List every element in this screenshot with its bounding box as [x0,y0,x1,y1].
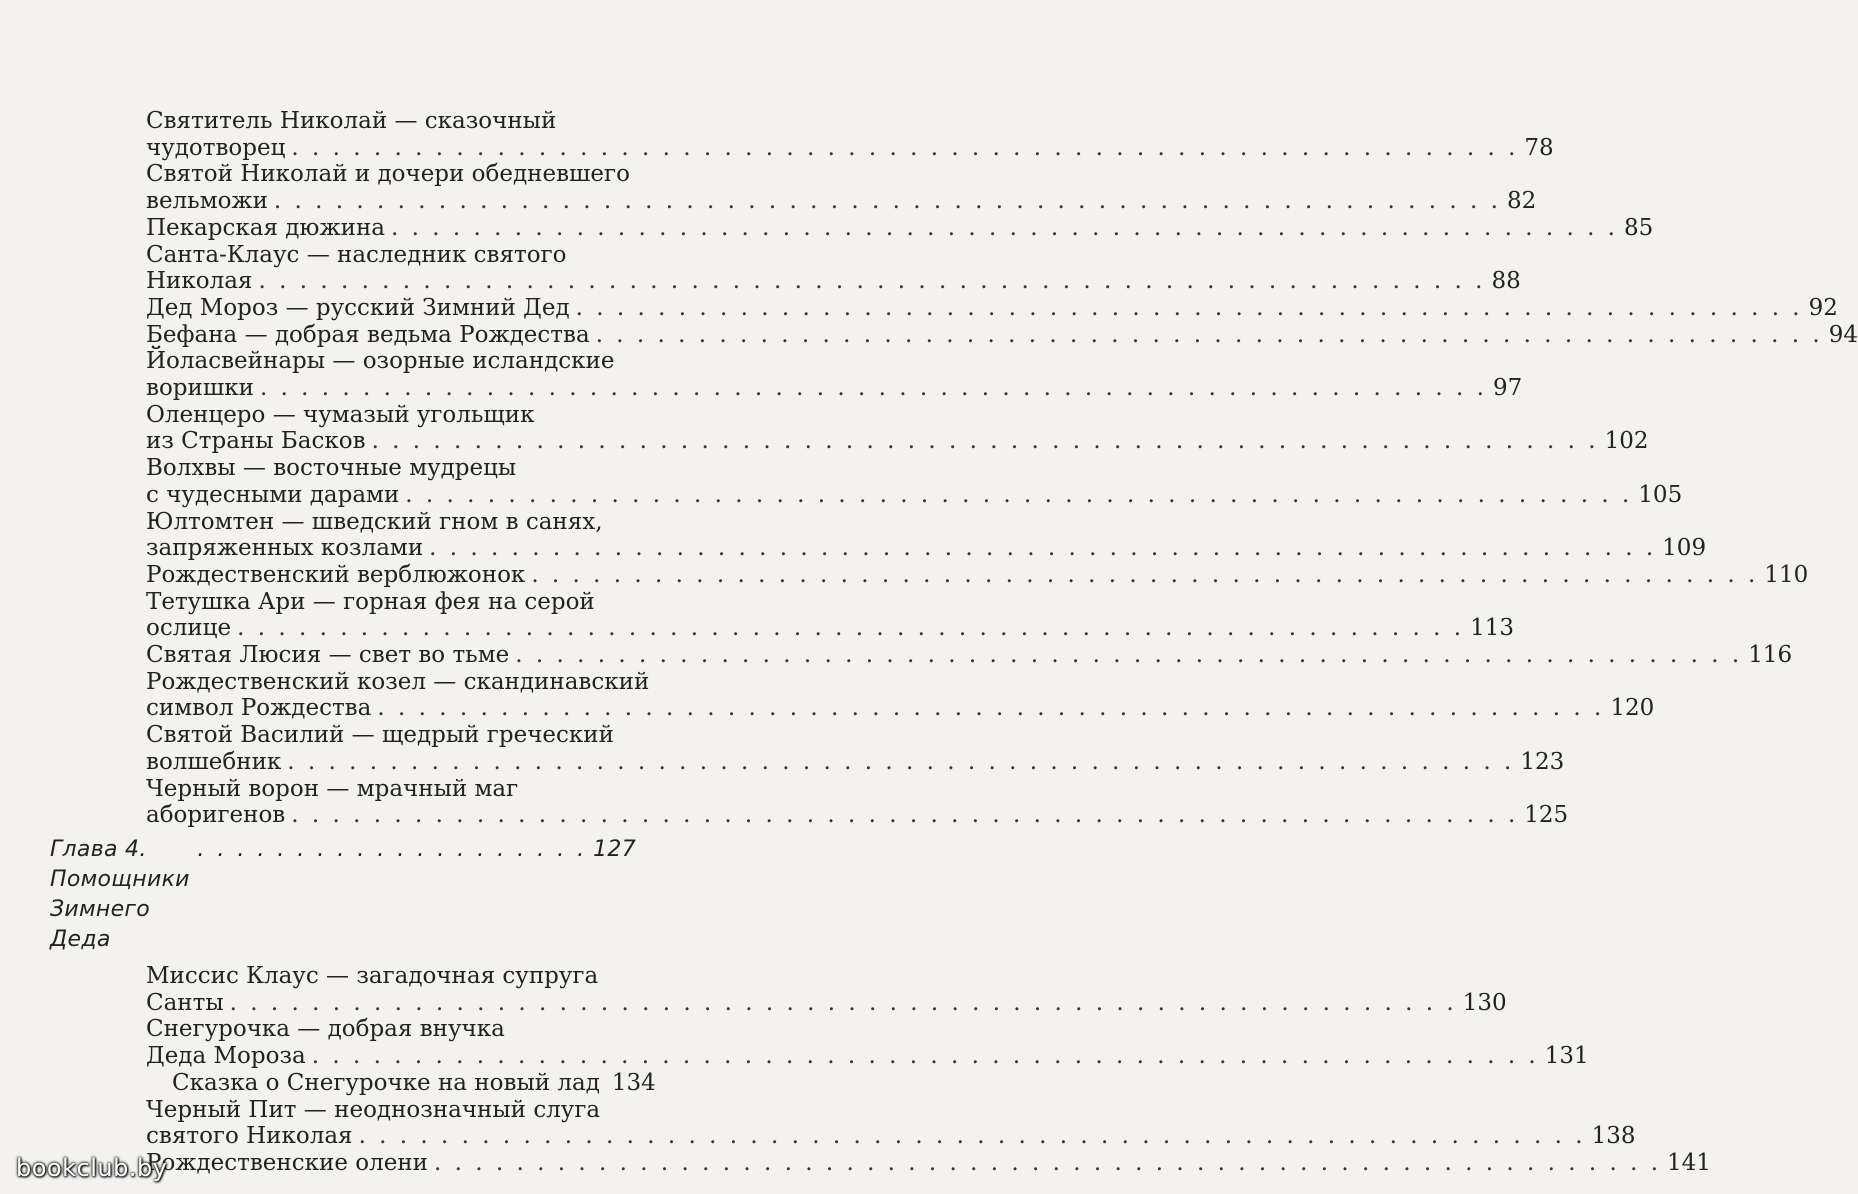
chapter-title: Глава 4. Помощники Зимнего Деда [50,836,190,952]
toc-entry [146,214,1654,242]
toc-entry-last-line [146,134,1554,162]
toc-entry-last-line [146,989,1507,1017]
toc-entry-line: Оленцеро — чумазый угольщик [146,401,535,428]
leader-dots: . . . . . . . . . . . . . . . . . . . . . . . . . . . . . . . . . . . . . . . . . . . . . . . . . . . . . . . . . . . . [595,321,1823,348]
toc-entry-title: воришки [146,375,254,402]
toc-page-number: 110 [1764,561,1809,588]
toc-entry-title: Николая [146,268,253,295]
leader-dots: . . . . . . . . . . . . . . . . . . . . . . . . . . . . . . . . . . . . . . . . . . . . . . . . . . . . . . . . . . . . [287,748,1515,775]
toc-entry-last-line [146,268,1521,295]
toc-entry-last-line [146,428,1649,455]
toc-entry-title: Деда Мороза [146,1043,306,1070]
toc-entry-title: Сказка о Снегурочке на новый лад [172,1069,600,1096]
toc-entry-line: Юлтомтен — шведский гном в санях, [146,508,603,535]
toc-page-number: 130 [1462,989,1507,1016]
toc-entry-line: Рождественский козел — скандинавский [146,668,650,695]
toc-entry-last-line [146,1149,1711,1177]
toc-entry-line: Святитель Николай — сказочный [146,108,557,134]
chapter-heading [50,835,636,955]
toc-entry [146,962,1507,1016]
toc-entry-last-line [146,695,1655,722]
toc-entry [146,508,1707,562]
toc-entry-line: Черный ворон — мрачный маг [146,775,519,802]
toc-entry-title: Бефана — добрая ведьма Рождества [146,321,590,348]
toc-entry [146,241,1521,295]
leader-dots: . . . . . . . . . . . . . . . . . . . . . . . . . . . . . . . . . . . . . . . . . . . . . . . . . . . . . . . . . . . . [377,695,1605,722]
toc-entry-last-line [146,214,1654,242]
toc-entry-title: святого Николая [146,1123,353,1150]
leader-dots: . . . . . . . . . . . . . . . . . . . . . . . . . . . . . . . . . . . . . . . . . . . . . . . . . . . . . . . . . . . . [259,375,1487,402]
toc-page-number: 85 [1624,214,1654,241]
toc-page-number: 120 [1610,695,1655,722]
toc-entry-title: аборигенов [146,802,286,829]
toc-entry-line: Черный Пит — неоднозначный слуга [146,1096,601,1123]
toc-entry-last-line [172,1069,656,1097]
toc-entry-title: Святая Люсия — свет во тьме [146,642,510,669]
toc-page-number: 116 [1748,642,1793,669]
toc-page-number: 109 [1662,535,1707,562]
toc-page-number: 125 [1524,802,1569,829]
leader-dots: . . . . . . . . . . . . . . . . . . . . [197,836,588,862]
toc-entry [146,668,1655,722]
toc-entry-last-line [146,561,1809,589]
leader-dots: . . . . . . . . . . . . . . . . . . . . . . . . . . . . . . . . . . . . . . . . . . . . . . . . . . . . . . . . . . . . [291,134,1519,161]
toc-entry-title: чудотворец [146,134,286,161]
toc-entry [146,642,1793,669]
toc-entry [146,1096,1636,1150]
toc-entry [146,722,1565,775]
toc-entry-title: запряженных козлами [146,535,424,562]
leader-dots: . . . . . . . . . . . . . . . . . . . . . . . . . . . . . . . . . . . . . . . . . . . . . . . . . . . . . . . . . . . . [273,188,1501,215]
toc-entry-line: Святой Николай и дочери обедневшего [146,161,630,188]
toc-page-number: 141 [1667,1149,1711,1176]
leader-dots: . . . . . . . . . . . . . . . . . . . . . . . . . . . . . . . . . . . . . . . . . . . . . . . . . . . . . . . . . . . . [371,428,1599,455]
toc-page-number: 105 [1638,481,1683,508]
toc-page-number: 97 [1492,375,1523,402]
toc-entry-title: вельможи [146,188,268,215]
toc-entry-title: волшебник [146,748,282,775]
toc-entry-title: с чудесными дарами [146,481,400,508]
toc-page-number: 94 [1828,321,1858,348]
chapter-page-number: 127 [593,836,636,862]
leader-dots: . . . . . . . . . . . . . . . . . . . . . . . . . . . . . . . . . . . . . . . . . . . . . . . . . . . . . . . . . . . . [434,1149,1662,1176]
toc-entry [146,294,1838,322]
toc-entry-line: Снегурочка — добрая внучка [146,1016,505,1043]
leader-dots: . . . . . . . . . . . . . . . . . . . . . . . . . . . . . . . . . . . . . . . . . . . . . . . . . . . . . . . . . . . . [229,989,1457,1016]
toc-page-number: 92 [1808,294,1838,321]
toc-entry-title: из Страны Басков [146,428,366,455]
toc-entry-title: Дед Мороз — русский Зимний Дед [146,294,570,321]
toc-entry [146,321,1858,349]
toc-entry-title: символ Рождества [146,695,372,722]
toc-entry-last-line [146,481,1683,509]
toc-page-number: 78 [1524,134,1554,161]
toc-entry-last-line [146,375,1523,402]
toc-group-chapter-3 [0,108,1858,829]
toc-entry-last-line [146,748,1565,776]
leader-dots: . . . . . . . . . . . . . . . . . . . . . . . . . . . . . . . . . . . . . . . . . . . . . . . . . . . . . . . . . . . . [390,214,1618,241]
toc-page-number: 134 [611,1069,656,1096]
toc-entry [146,561,1809,589]
toc-entry [146,455,1683,508]
toc-page-number: 102 [1604,428,1649,455]
toc-entry [146,348,1523,402]
toc-page-number: 123 [1520,748,1565,775]
toc-entry-title: Рождественские олени [146,1149,428,1176]
toc-entry-last-line [146,642,1793,669]
toc-page-number: 82 [1506,188,1537,215]
toc-entry-last-line [146,615,1514,642]
toc-entry-title: Рождественский верблюжонок [146,561,526,588]
toc-page-number: 138 [1591,1123,1636,1150]
toc-entry-line: Санта-Клаус — наследник святого [146,241,567,268]
leader-dots: . . . . . . . . . . . . . . . . . . . . . . . . . . . . . . . . . . . . . . . . . . . . . . . . . . . . . . . . . . . . [237,615,1465,642]
toc-page-number: 88 [1491,268,1521,295]
toc-entry-line: Святой Василий — щедрый греческий [146,722,614,749]
toc-entry-last-line [146,1043,1589,1070]
toc-entry-title: Пекарская дюжина [146,214,385,241]
leader-dots: . . . . . . . . . . . . . . . . . . . . . . . . . . . . . . . . . . . . . . . . . . . . . . . . . . . . . . . . . . . . [291,802,1519,829]
toc-entry-last-line [146,802,1569,829]
leader-dots: . . . . . . . . . . . . . . . . . . . . . . . . . . . . . . . . . . . . . . . . . . . . . . . . . . . . . . . . . . . . [311,1043,1539,1070]
toc-entry-last-line [146,321,1858,349]
toc-entry [172,1069,656,1097]
toc-entry [146,401,1649,455]
toc-entry [146,588,1514,642]
toc-entry-line: Йоласвейнары — озорные исландские [146,348,615,375]
toc-entry-line: Волхвы — восточные мудрецы [146,455,517,482]
leader-dots: . . . . . . . . . . . . . . . . . . . . . . . . . . . . . . . . . . . . . . . . . . . . . . . . . . . . . . . . . . . . [258,268,1486,295]
toc-entry-line: Тетушка Ари — горная фея на серой [146,588,595,615]
toc-page-number: 131 [1544,1043,1589,1070]
toc-entry [146,108,1554,161]
toc-entry-last-line [146,294,1838,322]
toc-entry [146,161,1537,215]
toc-entry [146,1016,1589,1070]
table-of-contents [0,108,1858,1177]
leader-dots: . . . . . . . . . . . . . . . . . . . . . . . . . . . . . . . . . . . . . . . . . . . . . . . . . . . . . . . . . . . . [358,1123,1586,1150]
toc-entry-line: Миссис Клаус — загадочная супруга [146,962,599,989]
toc-entry-title: ослице [146,615,232,642]
toc-entry [146,775,1569,829]
leader-dots: . . . . . . . . . . . . . . . . . . . . . . . . . . . . . . . . . . . . . . . . . . . . . . . . . . . . . . . . . . . . [515,642,1743,669]
toc-entry-last-line [146,188,1537,215]
toc-group-chapter-4 [0,962,1711,1177]
toc-entry-title: Санты [146,989,224,1016]
leader-dots: . . . . . . . . . . . . . . . . . . . . . . . . . . . . . . . . . . . . . . . . . . . . . . . . . . . . . . . . . . . . [531,561,1759,588]
leader-dots: . . . . . . . . . . . . . . . . . . . . . . . . . . . . . . . . . . . . . . . . . . . . . . . . . . . . . . . . . . . . [575,294,1803,321]
watermark-logo: bookclub.by [16,1154,168,1182]
toc-entry-last-line [146,1123,1636,1150]
leader-dots: . . . . . . . . . . . . . . . . . . . . . . . . . . . . . . . . . . . . . . . . . . . . . . . . . . . . . . . . . . . . [429,535,1657,562]
toc-entry-last-line [146,535,1707,562]
toc-entry [146,1149,1711,1177]
toc-page-number: 113 [1470,615,1514,642]
leader-dots: . . . . . . . . . . . . . . . . . . . . . . . . . . . . . . . . . . . . . . . . . . . . . . . . . . . . . . . . . . . . [405,481,1633,508]
